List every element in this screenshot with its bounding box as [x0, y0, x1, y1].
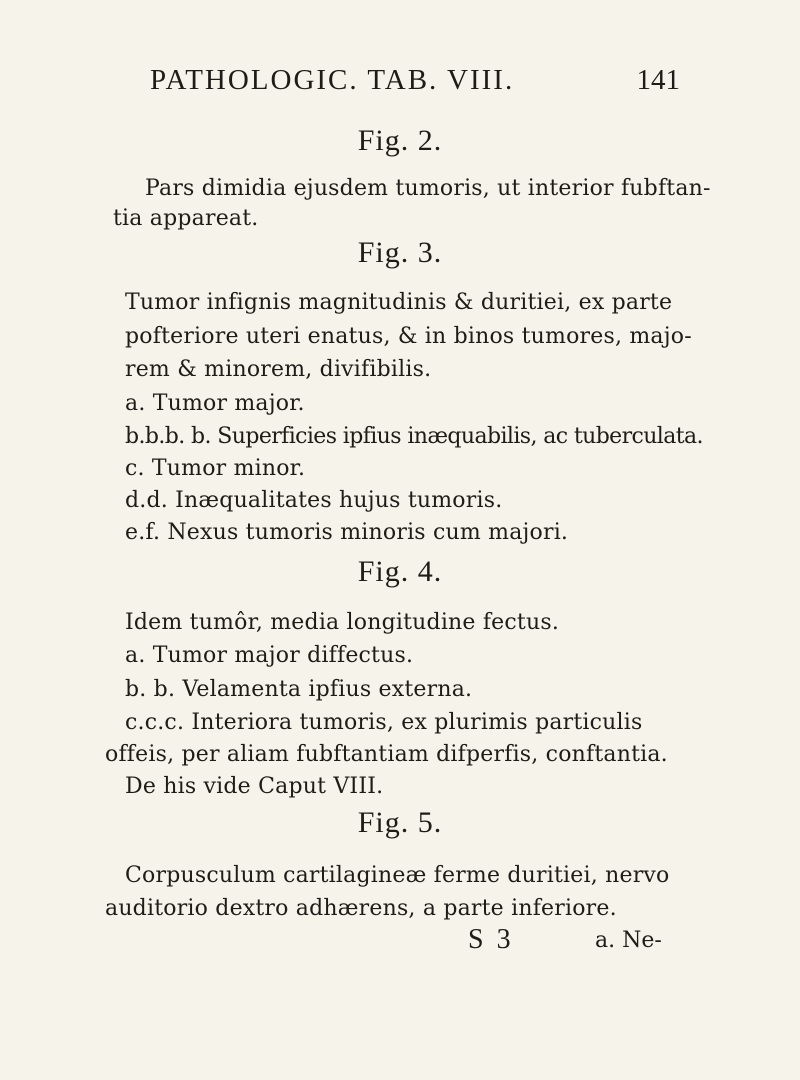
figure-label: Fig. 5.	[357, 806, 443, 839]
signature-mark: S 3	[468, 924, 514, 955]
text-line: Idem tumôr, media longitudine fectus.	[125, 610, 560, 635]
header-title: PATHOLOGIC. TAB. VIII.	[150, 64, 515, 96]
text-line: pofteriore uteri enatus, & in binos tumores, majo-	[125, 324, 692, 349]
text-line: e.f. Nexus tumoris minoris cum majori.	[125, 520, 569, 545]
text-line: a. Tumor major diffectus.	[125, 643, 414, 668]
text-line: De his vide Caput VIII.	[125, 774, 384, 799]
figure-label: Fig. 4.	[357, 555, 443, 588]
figure-label: Fig. 2.	[357, 124, 443, 157]
text-line: Corpusculum cartilagineæ ferme duritiei, nervo	[125, 863, 670, 888]
text-line: b.b.b. b. Superficies ipfius inæquabilis, ac tuberculata.	[125, 424, 703, 449]
text-line: Tumor infignis magnitudinis & duritiei, ex parte	[125, 290, 673, 315]
text-line: a. Tumor major.	[125, 391, 305, 416]
text-line: rem & minorem, divifibilis.	[125, 357, 432, 382]
text-line: offeis, per aliam fubftantiam difperfis, conftantia.	[105, 742, 668, 767]
text-line: Pars dimidia ejusdem tumoris, ut interior fubftan-	[145, 176, 711, 201]
text-line: c.c.c. Interiora tumoris, ex plurimis particulis	[125, 710, 643, 735]
text-line: d.d. Inæqualitates hujus tumoris.	[125, 488, 503, 513]
text-line: auditorio dextro adhærens, a parte inferiore.	[105, 896, 617, 921]
text-line: b. b. Velamenta ipfius externa.	[125, 677, 473, 702]
figure-label: Fig. 3.	[357, 236, 443, 269]
text-line: c. Tumor minor.	[125, 456, 306, 481]
page-number: 141	[636, 64, 680, 96]
catchword: a. Ne-	[595, 928, 662, 953]
text-line: tia appareat.	[113, 206, 259, 231]
running-header	[150, 64, 680, 97]
